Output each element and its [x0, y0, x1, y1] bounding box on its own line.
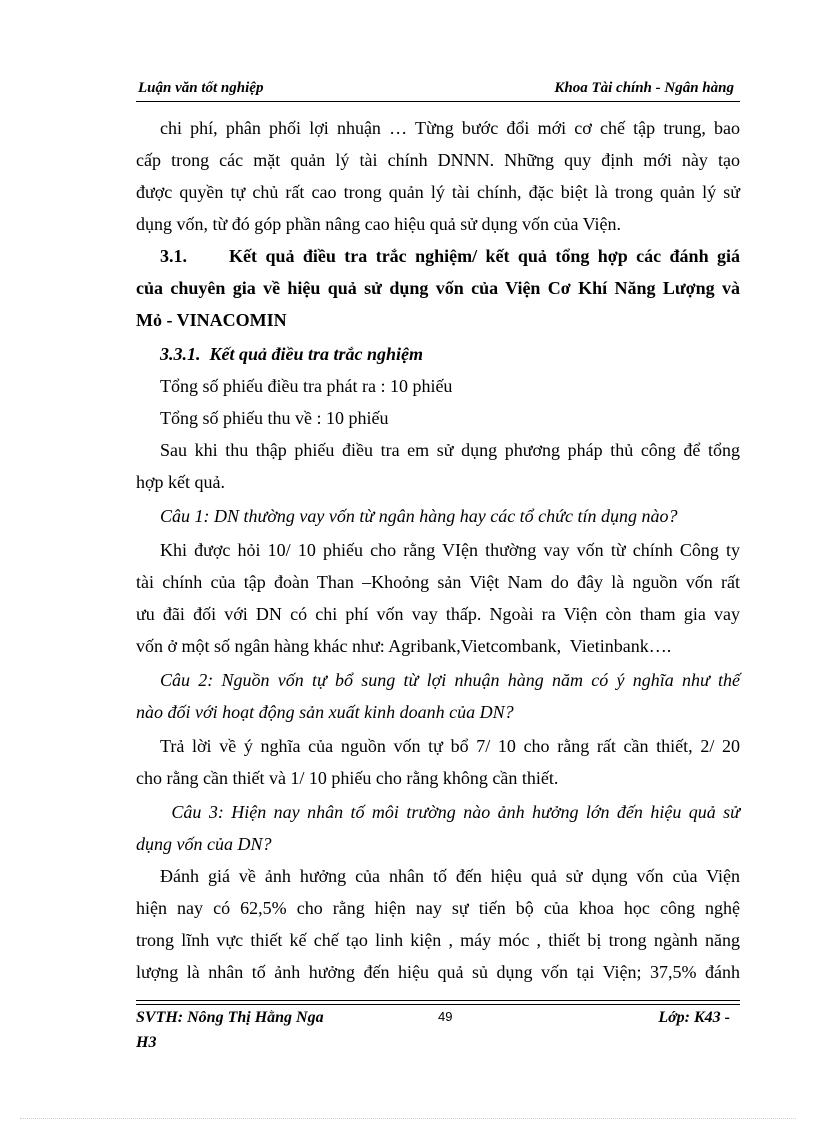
text-line: tài chính của tập đoàn Than –Khoỏng sản Việt Nam do đây là nguồn vốn rất — [136, 572, 740, 592]
text-line: trong lĩnh vực thiết kế chế tạo linh kiện , máy móc , thiết bị trong ngành năng — [136, 930, 740, 950]
page-footer — [136, 1009, 740, 1069]
text-line: Trả lời về ý nghĩa của nguồn vốn tự bổ 7/ 10 cho rằng rất cần thiết, 2/ 20 — [160, 736, 740, 756]
text-line: hợp kết quả. — [136, 472, 225, 492]
text-line: Đánh giá về ảnh hưởng của nhân tố đến hiệu quả sử dụng vốn của Viện — [160, 866, 740, 886]
text-line: dụng vốn, từ đó góp phần nâng cao hiệu quả sử dụng vốn của Viện. — [136, 214, 622, 234]
subsection-heading: 3.3.1. Kết quả điều tra trắc nghiệm — [160, 344, 424, 364]
text-line: chi phí, phân phối lợi nhuận … Từng bước đổi mới cơ chế tập trung, bao — [160, 118, 740, 138]
page-number: 49 — [438, 1009, 453, 1024]
text-line: cấp trong các mặt quản lý tài chính DNNN. Những quy định mới này tạo — [136, 150, 740, 170]
text-line: vốn ở một số ngân hàng khác như: Agribank,Vietcombank, Vietinbank…. — [136, 636, 672, 656]
header-faculty-label: Khoa Tài chính - Ngân hàng — [554, 80, 734, 96]
question-3: Câu 3: Hiện nay nhân tố môi trường nào ảnh hưởng lớn đến hiệu quả sử — [164, 802, 740, 822]
text-line: Khi được hỏi 10/ 10 phiếu cho rằng VIện thường vay vốn từ chính Công ty — [160, 540, 740, 560]
text-line: ưu đãi đối với DN có chi phí vốn vay thấp. Ngoài ra Viện còn tham gia vay — [136, 604, 740, 624]
footer-student-name: SVTH: Nông Thị Hằng Nga — [136, 1009, 324, 1026]
page-header — [136, 80, 740, 102]
footer-class-label: Lớp: K43 - — [658, 1009, 730, 1026]
text-line: Tổng số phiếu điều tra phát ra : 10 phiếu — [160, 376, 453, 396]
section-heading: 3.1. Kết quả điều tra trắc nghiệm/ kết quả tổng hợp các đánh giá — [160, 246, 740, 266]
text-line: hiện nay có 62,5% cho rằng hiện nay sự tiến bộ của khoa học công nghệ — [136, 898, 740, 918]
footer-rule-top — [136, 1000, 740, 1001]
question-2: Câu 2: Nguồn vốn tự bổ sung từ lợi nhuận hàng năm có ý nghĩa như thế — [160, 670, 740, 690]
text-line: Sau khi thu thập phiếu điều tra em sử dụng phương pháp thủ công để tổng — [160, 440, 740, 460]
header-rule — [136, 101, 740, 102]
text-line: cho rằng cần thiết và 1/ 10 phiếu cho rằng không cần thiết. — [136, 768, 559, 788]
footer-class-cont: H3 — [136, 1034, 157, 1051]
text-line: Tổng số phiếu thu về : 10 phiếu — [160, 408, 389, 428]
section-heading: Mỏ - VINACOMIN — [136, 310, 287, 330]
text-line: được quyền tự chủ rất cao trong quản lý tài chính, đặc biệt là trong quản lý sử — [136, 182, 740, 202]
footer-rule-bottom — [136, 1004, 740, 1005]
question-3: dụng vốn của DN? — [136, 834, 272, 854]
header-thesis-label: Luận văn tốt nghiệp — [138, 80, 264, 96]
section-heading: của chuyên gia về hiệu quả sử dụng vốn của Viện Cơ Khí Năng Lượng và — [136, 278, 740, 298]
question-1: Câu 1: DN thường vay vốn từ ngân hàng hay các tổ chức tín dụng nào? — [160, 506, 678, 526]
question-2: nào đối với hoạt động sản xuất kinh doanh của DN? — [136, 702, 514, 722]
text-line: lượng là nhân tố ảnh hưởng đến hiệu quả sủ dụng vốn tại Viện; 37,5% đánh — [136, 962, 740, 982]
page-bottom-dotted-line — [20, 1118, 796, 1119]
